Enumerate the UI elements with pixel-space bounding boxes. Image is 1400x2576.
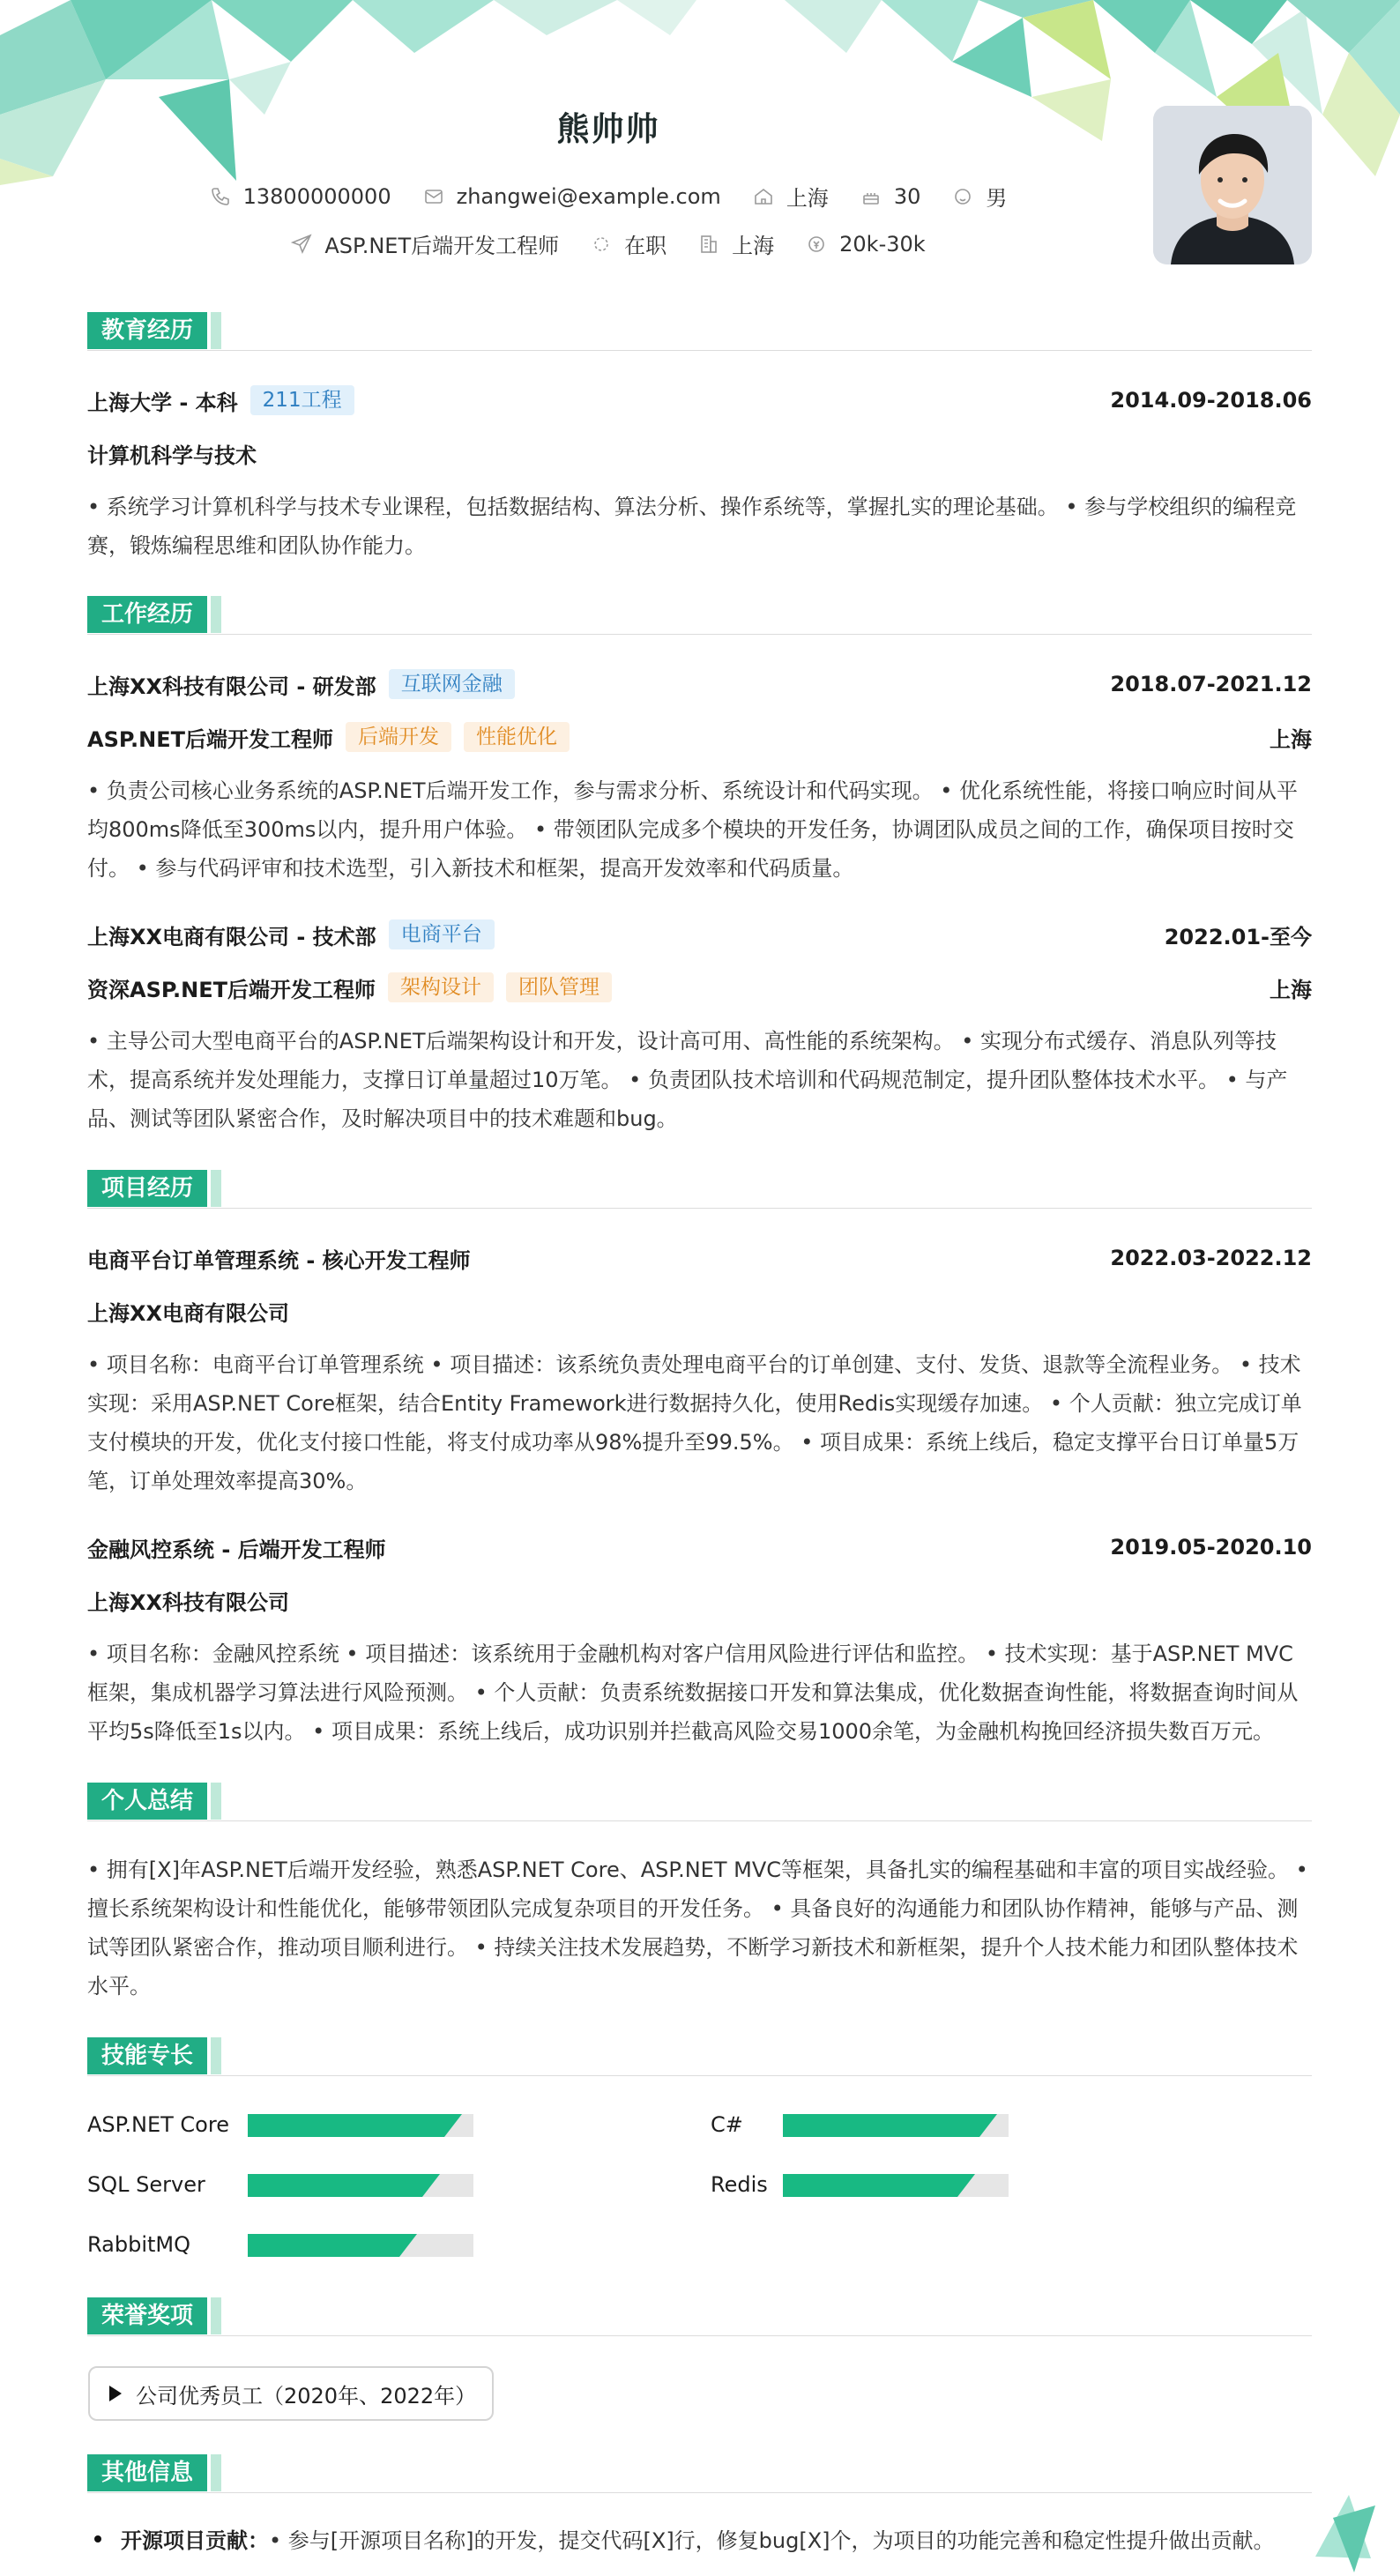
skill-bar-fill <box>783 2114 997 2137</box>
skill-name: Redis <box>711 2172 768 2197</box>
cake-icon <box>860 186 882 207</box>
industry-tag: 互联网金融 <box>389 669 515 699</box>
section-title-accent <box>211 596 221 633</box>
section-title: 工作经历 <box>87 596 207 633</box>
section-title-accent <box>211 2037 221 2074</box>
section-title: 个人总结 <box>87 1783 207 1820</box>
company-name: 上海XX电商有限公司 - 技术部 <box>87 924 376 949</box>
building-icon <box>698 234 719 255</box>
work-city-item <box>698 228 774 259</box>
money-icon <box>806 234 827 255</box>
work-description: • 主导公司大型电商平台的ASP.NET后端架构设计和开发，设计高可用、高性能的系统架构。 • 实现分布式缓存、消息队列等技术，提高系统并发处理能力，支撑日订单量超过10万笔。 • 负责团队技术培训和代码规范制定，提升团队整体技术水平。 • 与产品、测试等团队紧密合作，及时解决项目中的技术难题和bug。 <box>87 1029 1288 1131</box>
section-title-accent <box>211 1783 221 1820</box>
skills-section-header <box>87 2037 1312 2076</box>
skill-name: RabbitMQ <box>87 2232 190 2257</box>
email-item <box>423 184 721 209</box>
honor-item[interactable] <box>88 2366 494 2421</box>
skill-bar-fill-edge <box>979 2114 997 2137</box>
work-city-text: 上海 <box>732 234 775 258</box>
education-period: 2014.09-2018.06 <box>1110 388 1312 413</box>
job-title-item <box>291 228 559 259</box>
contact-info-row <box>0 181 1217 212</box>
email-text: zhangwei@example.com <box>456 183 721 209</box>
gender-text: 男 <box>986 186 1008 211</box>
skill-name: SQL Server <box>87 2172 205 2197</box>
other-info-item <box>87 2523 1312 2554</box>
work-position-row <box>87 722 1312 752</box>
summary-text: • 拥有[X]年ASP.NET后端开发经验，熟悉ASP.NET Core、ASP.NET MVC等框架，具备扎实的编程基础和丰富的项目实战经验。 • 擅长系统架构设计和性能优化，能够带领团队完成复杂项目的开发任务。 • 具备良好的沟通能力和团队协作精神，能够与产品、测试等团队紧密合作，推动项目顺利进行。 • 持续关注技术发展趋势，不断学习新技术和新框架，提升个人技术能力和团队整体技术水平。 <box>87 1858 1308 1999</box>
avatar-portrait <box>1153 106 1312 264</box>
skill-bar-fill-edge <box>957 2174 975 2197</box>
other-info-label: 开源项目贡献： <box>121 2528 269 2553</box>
skill-bar <box>248 2114 473 2137</box>
gender-icon <box>952 186 973 207</box>
section-title: 项目经历 <box>87 1170 207 1207</box>
others-section-header <box>87 2454 1312 2493</box>
project-company-row <box>87 1296 1312 1326</box>
bullet-icon <box>94 2535 101 2542</box>
summary-section-header <box>87 1783 1312 1821</box>
mail-icon <box>423 186 444 207</box>
project-header-row <box>87 1243 1312 1273</box>
major-name: 计算机科学与技术 <box>87 443 257 468</box>
skill-bar <box>248 2234 473 2257</box>
skill-bar-fill-edge <box>444 2114 462 2137</box>
gender-item <box>952 181 1007 212</box>
phone-icon <box>210 186 231 207</box>
honors-section-header <box>87 2297 1312 2336</box>
skill-bar-fill-edge <box>422 2174 440 2197</box>
project-description: • 项目名称：电商平台订单管理系统 • 项目描述：该系统负责处理电商平台的订单创建、支付、发货、退款等全流程业务。 • 技术实现：采用ASP.NET Core框架，结合Entity Framework进行数据持久化，使用Redis实现缓存加速。 • 个人贡献：独立完成订单支付模块的开发，优化支付接口性能，将支付成功率从98%提升至99.5%。 • 项目成果：系统上线后，稳定支撑平台日订单量5万笔，订单处理效率提高30%。 <box>87 1352 1302 1493</box>
skill-bar-fill-edge <box>399 2234 417 2257</box>
work-city: 上海 <box>1270 726 1312 752</box>
project-company-row <box>87 1585 1312 1615</box>
major-row <box>87 438 1312 468</box>
project-period: 2019.05-2020.10 <box>1110 1535 1312 1560</box>
other-info-text: • 参与[开源项目名称]的开发，提交代码[X]行，修复bug[X]个，为项目的功能完善和稳定性提升做出贡献。 <box>269 2528 1275 2553</box>
status-text: 在职 <box>624 234 667 258</box>
skill-bar <box>783 2174 1009 2197</box>
skill-bar-fill <box>248 2234 417 2257</box>
work-city: 上海 <box>1270 977 1312 1002</box>
projects-section-header <box>87 1170 1312 1209</box>
section-title-accent <box>211 312 221 349</box>
project-header-row <box>87 1532 1312 1562</box>
education-description: • 系统学习计算机科学与技术专业课程，包括数据结构、算法分析、操作系统等，掌握扎实的理论基础。 • 参与学校组织的编程竞赛，锻炼编程思维和团队协作能力。 <box>87 495 1297 558</box>
industry-tag: 电商平台 <box>389 919 495 949</box>
honor-text: 公司优秀员工（2020年、2022年） <box>136 2383 477 2408</box>
location-item <box>753 181 829 212</box>
candidate-name: 熊帅帅 <box>556 110 660 148</box>
project-company: 上海XX电商有限公司 <box>87 1300 290 1326</box>
position-title: ASP.NET后端开发工程师 <box>87 726 334 752</box>
skill-tag: 后端开发 <box>346 722 451 752</box>
section-title-accent <box>211 1170 221 1207</box>
work-section-header <box>87 596 1312 635</box>
skill-tag: 架构设计 <box>388 972 494 1002</box>
status-item <box>591 228 666 259</box>
school-tag: 211工程 <box>250 385 354 415</box>
skill-bar <box>783 2114 1009 2137</box>
salary-item <box>806 232 926 257</box>
work-item-header <box>87 669 1312 699</box>
education-section-header <box>87 312 1312 351</box>
project-description: • 项目名称：金融风控系统 • 项目描述：该系统用于金融机构对客户信用风险进行评估和监控。 • 技术实现：基于ASP.NET MVC框架，集成机器学习算法进行风险预测。 • 个人贡献：负责系统数据接口开发和算法集成，优化数据查询性能，将数据查询时间从平均5s降低至1s以内。 • 项目成果：系统上线后，成功识别并拦截高风险交易1000余笔，为金融机构挽回经济损失数百万元。 <box>87 1642 1299 1744</box>
skill-tag: 团队管理 <box>506 972 612 1002</box>
work-period: 2018.07-2021.12 <box>1110 672 1312 696</box>
project-period: 2022.03-2022.12 <box>1110 1246 1312 1270</box>
section-title: 教育经历 <box>87 312 207 349</box>
section-title: 荣誉奖项 <box>87 2297 207 2334</box>
project-company: 上海XX科技有限公司 <box>87 1590 290 1615</box>
send-icon <box>291 234 312 255</box>
skill-name: ASP.NET Core <box>87 2112 229 2137</box>
status-icon <box>591 234 612 255</box>
work-description: • 负责公司核心业务系统的ASP.NET后端开发工作，参与需求分析、系统设计和代码实现。 • 优化系统性能，将接口响应时间从平均800ms降低至300ms以内，提升用户体验。 • 带领团队完成多个模块的开发任务，协调团队成员之间的工作，确保项目按时交付。 • 参与代码评审和技术选型，引入新技术和框架，提高开发效率和代码质量。 <box>87 778 1298 881</box>
caret-right-icon <box>109 2386 122 2401</box>
skill-name: C# <box>711 2112 743 2137</box>
project-name: 金融风控系统 - 后端开发工程师 <box>87 1537 386 1562</box>
phone-text: 13800000000 <box>242 183 391 209</box>
age-item <box>860 184 921 209</box>
work-item-header <box>87 919 1312 949</box>
skill-tag: 性能优化 <box>464 722 570 752</box>
skill-bar-fill <box>248 2114 462 2137</box>
skill-bar-fill <box>248 2174 440 2197</box>
skill-bar <box>248 2174 473 2197</box>
location-text: 上海 <box>786 186 829 211</box>
section-title: 其他信息 <box>87 2454 207 2491</box>
section-title: 技能专长 <box>87 2037 207 2074</box>
position-title: 资深ASP.NET后端开发工程师 <box>87 977 376 1002</box>
school-name: 上海大学 - 本科 <box>87 390 238 415</box>
section-title-accent <box>211 2454 221 2491</box>
work-period: 2022.01-至今 <box>1164 924 1312 949</box>
age-text: 30 <box>893 183 921 209</box>
home-icon <box>753 186 774 207</box>
skill-bar-fill <box>783 2174 975 2197</box>
work-position-row <box>87 972 1312 1002</box>
salary-text: 20k-30k <box>839 231 926 257</box>
company-name: 上海XX科技有限公司 - 研发部 <box>87 674 376 699</box>
section-title-accent <box>211 2297 221 2334</box>
project-name: 电商平台订单管理系统 - 核心开发工程师 <box>87 1247 471 1273</box>
profile-photo <box>1153 106 1312 264</box>
job-title-text: ASP.NET后端开发工程师 <box>324 234 560 258</box>
phone-item <box>210 184 391 209</box>
job-info-row <box>0 228 1217 259</box>
education-header-row <box>87 385 1312 415</box>
